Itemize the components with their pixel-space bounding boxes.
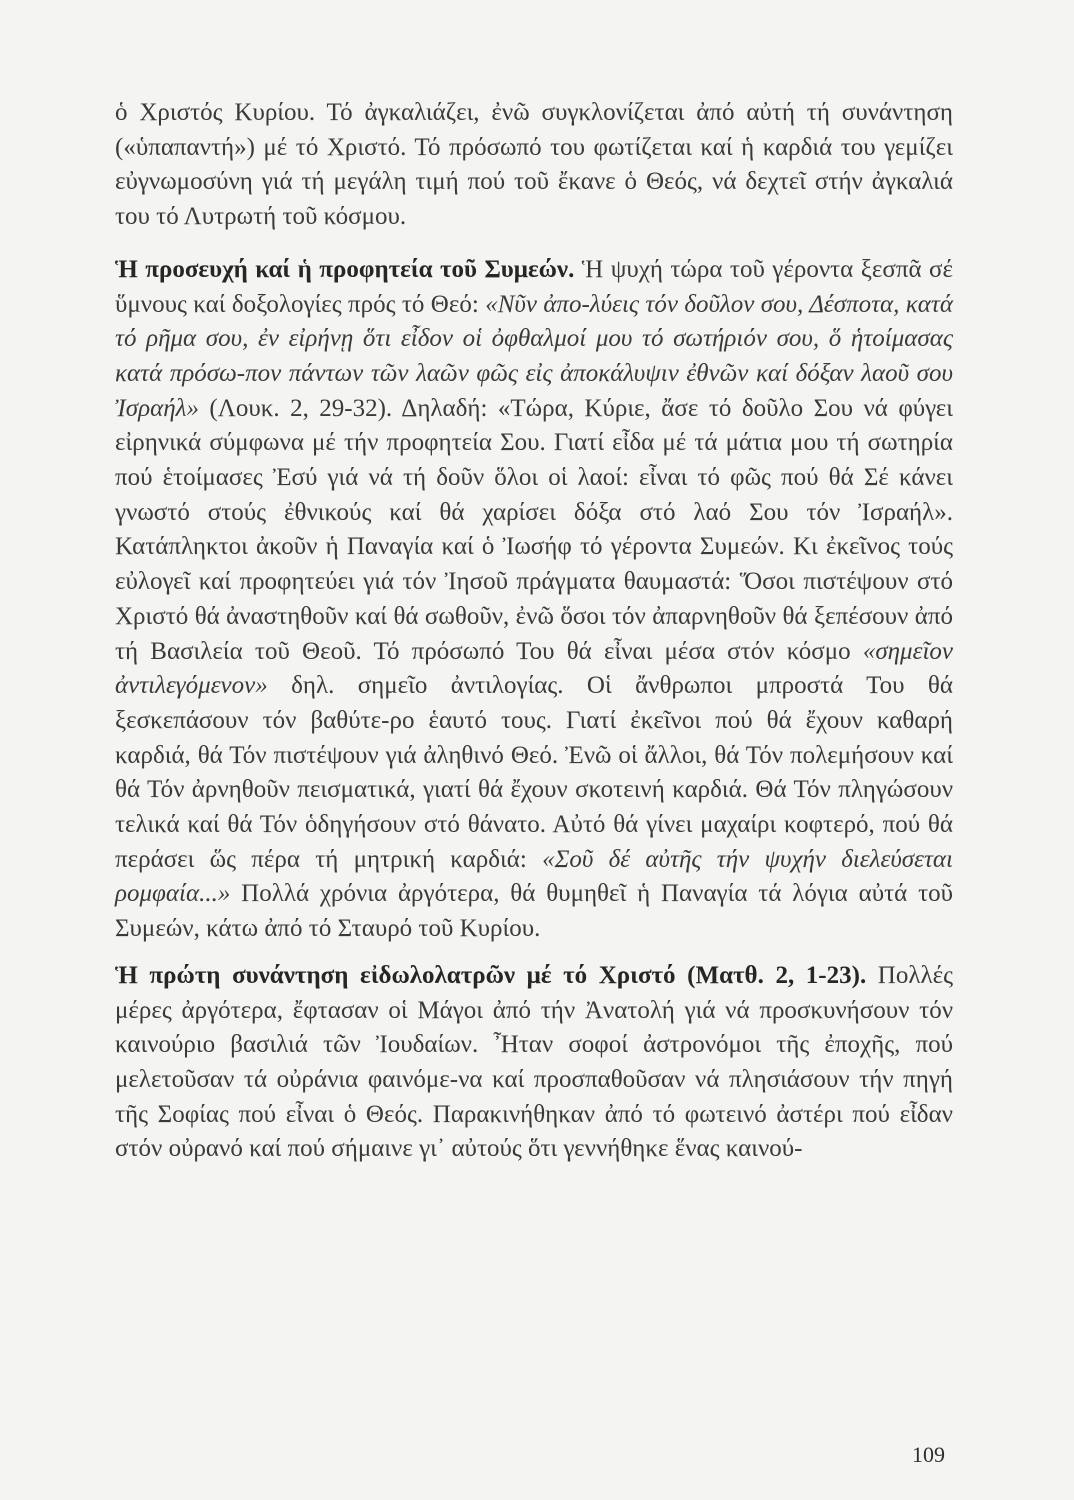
paragraph-1 xyxy=(115,96,953,235)
quote-simeion: «σημεῖον ἀντιλεγόμενον» xyxy=(115,637,953,700)
section-heading-prayer: Ἡ προσευχή καί ἡ προφητεία τοῦ Συμεών. xyxy=(115,255,575,283)
quote-romfaia: «Σοῦ δέ αὐτῆς τήν ψυχήν διελεύσεται ρομφαία...» xyxy=(115,845,953,908)
paragraph-2-text-c: δηλ. σημεῖο ἀντιλογίας. Οἱ ἄνθρωποι μπροστά Του θά ξεσκεπάσουν τόν βαθύτε-ρο ἑαυτό τους. Γιατί ἐκεῖνοι πού θά ἔχουν καθαρή καρδιά, θά Τόν πιστέψουν γιά ἀληθινό Θεό. Ἐνῶ οἱ ἄλλοι, θά Τόν πολεμήσουν καί θά Τόν ἀρνηθοῦν πεισματικά, γιατί θά ἔχουν σκοτεινή καρδιά. Θά Τόν πληγώσουν τελικά καί θά Τόν ὁδηγήσουν στό θάνατο. Αὐτό θά γίνει μαχαίρι κοφτερό, πού θά περάσει ὥς πέρα τή μητρική καρδιά: xyxy=(115,672,953,873)
paragraph-3-text: Πολλές μέρες ἀργότερα, ἔφτασαν οἱ Μάγοι ἀπό τήν Ἀνατολή γιά νά προσκυνήσουν τόν καινούριο βασιλιά τῶν Ἰουδαίων. Ἦταν σοφοί ἀστρονόμοι τῆς ἐποχῆς, πού μελετοῦσαν τά οὐράνια φαινόμε-να καί προσπαθοῦσαν νά πλησιάσουν τήν πηγή τῆς Σοφίας πού εἶναι ὁ Θεός. Παρακινήθηκαν ἀπό τό φωτεινό ἀστέρι πού εἶδαν στόν οὐρανό καί πού σήμαινε γι᾽ αὐτούς ὅτι γεννήθηκε ἕνας καινού- xyxy=(115,961,953,1163)
quote-nyn-apolyeis: «Νῦν ἀπο-λύεις τόν δοῦλον σου, Δέσποτα, κατά τό ρῆμα σου, ἐν εἰρήνῃ ὅτι εἶδον οἱ ὀφθαλμοί μου τό σωτήριόν σου, ὅ ἡτοίμασας κατά πρόσω-πον πάντων τῶν λαῶν φῶς εἰς ἀποκάλυψιν ἐθνῶν καί δόξαν λαοῦ σου Ἰσραήλ» xyxy=(115,290,953,422)
section-heading-magi: Ἡ πρώτη συνάντηση εἰδωλολατρῶν μέ τό Χριστό (Ματθ. 2, 1-23). xyxy=(115,961,867,989)
paragraph-2-text-a: Ἡ ψυχή τώρα τοῦ γέροντα ξεσπᾶ σέ ὕμνους καί δοξολογίες πρός τό Θεό: xyxy=(115,255,953,318)
paragraph-3 xyxy=(115,959,953,1167)
page-body xyxy=(115,96,953,1167)
page-number: 109 xyxy=(912,1442,945,1467)
paragraph-2 xyxy=(115,253,953,947)
paragraph-1-text: ὁ Χριστός Κυρίου. Τό ἀγκαλιάζει, ἐνῶ συγκλονίζεται ἀπό αὐτή τή συνάντηση («ὑπαπαντή») μέ τό Χριστό. Τό πρόσωπό του φωτίζεται καί ἡ καρδιά του γεμίζει εὐγνωμοσύνη γιά τή μεγάλη τιμή πού τοῦ ἔκανε ὁ Θεός, νά δεχτεῖ στήν ἀγκαλιά του τό Λυτρωτή τοῦ κόσμου. xyxy=(115,99,953,231)
paragraph-2-text-b: (Λουκ. 2, 29-32). Δηλαδή: «Τώρα, Κύριε, ἄσε τό δοῦλο Σου νά φύγει εἰρηνικά σύμφωνα μέ τήν προφητεία Σου. Γιατί εἶδα μέ τά μάτια μου τή σωτηρία πού ἑτοίμασες Ἐσύ γιά νά τή δοῦν ὅλοι οἱ λαοί: εἶναι τό φῶς πού θά Σέ κάνει γνωστό στούς ἐθνικούς καί θά χαρίσει δόξα στό λαό Σου τόν Ἰσραήλ». Κατάπληκτοι ἀκοῦν ἡ Παναγία καί ὁ Ἰωσήφ τό γέροντα Συμεών. Κι ἐκεῖνος τούς εὐλογεῖ καί προφητεύει γιά τόν Ἰησοῦ πράγματα θαυμαστά: Ὅσοι πιστέψουν στό Χριστό θά ἀναστηθοῦν καί θά σωθοῦν, ἐνῶ ὅσοι τόν ἀπαρνηθοῦν θά ξεπέσουν ἀπό τή Βασιλεία τοῦ Θεοῦ. Τό πρόσωπό Του θά εἶναι μέσα στόν κόσμο xyxy=(115,394,953,665)
paragraph-2-text-d: Πολλά χρόνια ἀργότερα, θά θυμηθεῖ ἡ Παναγία τά λόγια αὐτά τοῦ Συμεών, κάτω ἀπό τό Σταυρό τοῦ Κυρίου. xyxy=(115,880,953,943)
